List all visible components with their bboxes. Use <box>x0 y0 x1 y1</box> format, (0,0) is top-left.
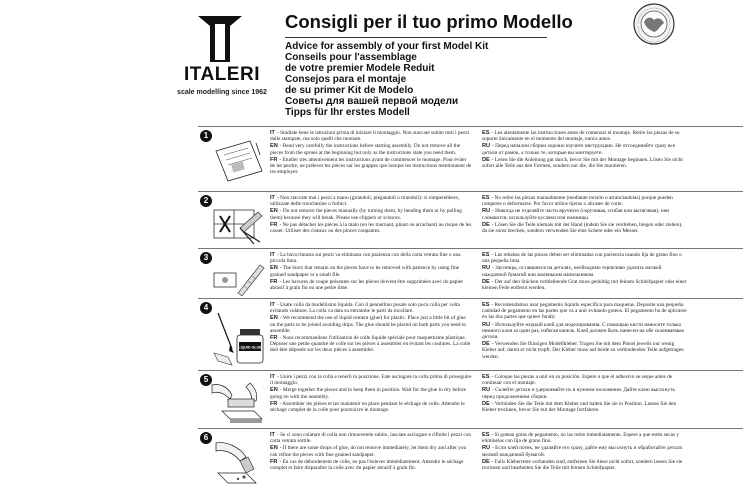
text-es <box>482 130 687 142</box>
text-column-left <box>270 432 472 472</box>
paragraph-text: - Никогда не отделяйте части вручную (скручивая, сгибая или вытягивая), они сломаются, используйте кусачки или ножницы. <box>482 208 670 221</box>
file-icon <box>210 259 266 299</box>
language-code: DE <box>482 400 490 407</box>
text-de <box>482 341 687 360</box>
language-code: RU <box>482 321 491 328</box>
step-number: 4 <box>200 302 212 314</box>
language-code: FR <box>270 156 278 163</box>
language-code: IT <box>270 374 275 380</box>
language-code: ES <box>482 374 490 380</box>
step-number: 5 <box>200 374 212 386</box>
language-code: EN <box>270 265 278 272</box>
paragraph-text: - Usate colla da modellismo liquida. Con il pennellino posate solo poca colla per volta evitando colature. La colla va data su entrambe le parti da incollare. <box>270 302 460 315</box>
language-code: FR <box>270 278 278 285</box>
paragraph-text: - Nous recommandons l'utilisation de colle liquide spéciale pour maquettisme plastique. Déposer une petite quantité de colle sur les pièces à assembler en évitant les coulures. La colle doit être déposée sur les deux pièces à assembler. <box>270 335 471 354</box>
step-number: 6 <box>200 432 212 444</box>
italeri-logo <box>174 14 270 110</box>
paragraph-text: - Etudier très attentivement les instructions avant de commencer le montage. Pour éviter de les perdre, ne prélever les pièces sur les grappes que lorsque les instructions mentionnent de les employer. <box>270 156 472 176</box>
instruction-sheet-icon <box>210 137 266 185</box>
paragraph-text: - If there are some drops of glue, do not remove immediately, let them dry and after you can refine the pieces with fine grained sandpaper. <box>270 445 467 458</box>
step-5 <box>198 370 743 427</box>
step-4 <box>198 298 743 369</box>
language-code: DE <box>482 221 490 228</box>
text-column-right <box>482 195 687 235</box>
text-column-left <box>270 252 472 292</box>
language-code: FR <box>270 335 278 342</box>
text-es <box>482 195 687 207</box>
text-column-right <box>482 302 687 361</box>
subtitle-list <box>285 41 555 118</box>
glue-bottle-icon <box>210 309 266 369</box>
language-code: ES <box>482 195 490 201</box>
paragraph-text: - Les bavures de coupe présentes sur les pièces doivent être supprimées avec du papier abrasif à grain fin ou une petite lime. <box>270 278 464 292</box>
text-ru <box>482 322 687 341</box>
brand-tagline: scale modelling since 1962 <box>177 89 267 96</box>
text-en <box>270 315 472 334</box>
text-ru <box>482 265 687 277</box>
paragraph-text: - La bava rimasta sui pezzi va eliminata con pazienza con della carta vetrata fine o una piccola lima. <box>270 252 461 265</box>
paragraph-text: - Lesen Sie die Anleitung gut durch, bevor Sie mit der Montage beginnen. Lösen Sie nicht sofort alle Teile aus den Formen, sondern nur die, die Sie montieren. <box>482 156 683 170</box>
language-code: RU <box>482 143 491 150</box>
text-column-right <box>482 130 687 170</box>
text-de <box>482 222 687 234</box>
language-code: FR <box>270 400 278 407</box>
text-fr <box>270 279 472 291</box>
language-code: ES <box>482 432 490 438</box>
text-column-left <box>270 195 472 235</box>
hands-pressing-icon <box>210 381 266 429</box>
language-code: IT <box>270 195 275 201</box>
paragraph-text: - Заусенцы, оставшиеся на деталях, необходимо терпеливо удалить мелкой наждачной бумагой или маленьким напильником. <box>482 265 662 278</box>
language-code: RU <box>482 265 491 272</box>
paragraph-text: - Si gotean gotas de pegamento, no las retire inmediatamente. Espere a que estén secas y elimínelas con lija de grano fino. <box>482 432 679 445</box>
text-de <box>482 157 687 169</box>
paragraph-text: - Se ci sono colature di colla non rimuovetele subito, lasciate asciugare e rifinite i pezzi con carta vetrata sottile. <box>270 432 471 445</box>
paragraph-text: - Unire i pezzi con la colla e tenerli in posizione. Fate asciugare la colla prima di proseguire il montaggio. <box>270 374 472 387</box>
paragraph-text: - Non staccate mai i pezzi a mano (girandoli, piegandoli o tirandoli): si romperebbero, utilizzate delle tronchesine o forbici. <box>270 195 460 208</box>
text-es <box>482 252 687 264</box>
paragraph-text: - Merge together the pieces and to keep them in position. Wait for the glue to dry before going on with the assembly. <box>270 387 466 400</box>
language-code: ES <box>482 130 490 136</box>
text-ru <box>482 143 687 155</box>
text-fr <box>270 157 472 176</box>
text-de <box>482 279 687 291</box>
language-code: DE <box>482 156 490 163</box>
language-code: EN <box>270 445 278 452</box>
paragraph-text: - Если клей потек, не удаляйте его сразу, дайте ему высохнуть и обработайте детали мелкой наждачной бумагой. <box>482 445 683 458</box>
step-6 <box>198 428 743 499</box>
paragraph-text: - Do not remove the pieces manually (by turning them, by bending them or by pulling them) because they will break. Please use clippers or scissors. <box>270 208 462 221</box>
text-de <box>482 459 687 471</box>
subtitle-es-1: Consejos para el montaje <box>285 74 407 85</box>
text-it <box>270 432 472 444</box>
paragraph-text: - Read very carefully the instructions before starting assembly. Do not remove all the pieces from the sprues at the beginning but only as the instructions state you need them. <box>270 143 461 156</box>
language-code: IT <box>270 432 275 438</box>
text-column-right <box>482 252 687 292</box>
paragraph-text: - Verbinden Sie die Teile mit dem Kleber und halten Sie sie in Position. Lassen Sie den Kleber trocknen, bevor Sie mit der Montage fortfahren. <box>482 400 677 414</box>
text-es <box>482 374 687 386</box>
language-code: IT <box>270 302 275 308</box>
paragraph-text: - We recommend the use of liquid cement (glue) for plastic. Place just a little bit of glue on the parts to be joined avoiding drips. The glue should be placed on both parts you need to assemble. <box>270 315 466 334</box>
text-fr <box>270 459 472 471</box>
subtitle-fr-1: Conseils pour l'assemblage <box>285 52 417 63</box>
paragraph-text: - Склейте детали и удерживайте их в нужном положении. Дайте клею высохнуть перед продолжением сборки. <box>482 387 675 400</box>
text-it <box>270 302 472 314</box>
paragraph-text: - Recomendamos usar pegamento líquido específico para maquetas. Deposite una pequeña cantidad de pegamento en las partes que va a unir evitando goteos. El pegamento ha de aplicarse en las dos partes que quiere fundir. <box>482 302 687 321</box>
subtitle-fr-2: de votre premier Modele Reduit <box>285 63 435 74</box>
step-number: 3 <box>200 252 212 264</box>
text-en <box>270 143 472 155</box>
text-fr <box>270 222 472 234</box>
text-it <box>270 374 472 386</box>
text-column-right <box>482 432 687 472</box>
text-en <box>270 445 472 457</box>
language-code: EN <box>270 143 278 150</box>
paragraph-text: - Ne pas détacher les pièces à la main (en les tournant, pliant ou arrachant) au risque de les casser. Utiliser des ciseaux ou des pinces coupantes. <box>270 221 472 235</box>
text-it <box>270 252 472 264</box>
sandpaper-hand-icon <box>210 439 266 489</box>
language-code: RU <box>482 445 491 452</box>
brand-name: ITALERI <box>184 64 260 85</box>
paragraph-text: - Der auf den Stücken verbleibende Grat muss geduldig mit feinem Schleifpapier oder einer kleinen Feile entfernt werden. <box>482 278 687 292</box>
language-code: EN <box>270 208 278 215</box>
step-3 <box>198 248 743 297</box>
paragraph-text: - Assembler les pièces et les maintenir en place pendant le séchage de colle. Attendre le séchage complet de la colle pour poursuivre le montage. <box>270 400 465 414</box>
paragraph-text: - Verwenden Sie flüssigen Modellkleber. Tragen Sie mit dem Pinsel jeweils nur wenig Kleber auf, damit er nicht tropft. Der Kleber muss auf beide zu verbindenden Teile aufgetragen werden. <box>482 341 684 360</box>
step-1 <box>198 126 743 190</box>
paragraph-text: - The burrs that remain on the pieces have to be removed with patience by using fine grained sandpaper or a small file. <box>270 265 460 278</box>
globe-badge-icon <box>632 2 676 46</box>
paragraph-text: - Las rebabas de las piezas deben ser eliminadas con paciencia usando lija de grano fino o una pequeña lima. <box>482 252 682 265</box>
text-column-left <box>270 302 472 355</box>
language-code: FR <box>270 458 278 465</box>
text-column-right <box>482 374 687 414</box>
step-number: 1 <box>200 130 212 142</box>
language-code: DE <box>482 458 490 465</box>
page-title: Consigli per il tuo primo Modello <box>285 11 573 32</box>
paragraph-text: - Lösen Sie die Teile niemals mit der Hand (indem Sie sie verdrehen, biegen oder ziehen), da sie sonst brechen, sondern verwenden Sie eine Schere oder ein Messer. <box>482 221 683 235</box>
paragraph-text: - Studiate bene le istruzioni prima di iniziare il montaggio. Non staccate subito tutti i pezzi dalle stampate, ma solo quelli che montate. <box>270 130 470 143</box>
text-column-left <box>270 130 472 176</box>
language-code: IT <box>270 130 275 136</box>
paragraph-text: - Перед началом сборки хорошо изучите инструкцию. Не отсоединяйте сразу все детали от рамок, а только те, которые вы монтируете. <box>482 143 676 156</box>
text-en <box>270 387 472 399</box>
language-code: ES <box>482 302 490 308</box>
text-de <box>482 401 687 413</box>
language-code: FR <box>270 221 278 228</box>
title-divider <box>285 37 547 38</box>
subtitle-de: Tipps für Ihr erstes Modell <box>285 107 410 118</box>
header <box>0 0 750 128</box>
subtitle-en: Advice for assembly of your first Model Kit <box>285 41 489 52</box>
language-code: DE <box>482 278 490 285</box>
language-code: DE <box>482 341 490 348</box>
paragraph-text: - No retire las piezas manualmente (mediante torsión o arrancándolas) porque pueden romperse o deformarse. Por favor utilice tijeras o alicates de corte. <box>482 195 673 208</box>
bottle-label: LIQUID GLUE <box>238 345 262 350</box>
paragraph-text: - Используйте жидкий клей для моделирования. С помощью кисти наносите только немного клея за один раз, избегая капель. Клей должен быть нанесен на обе склеиваемые детали. <box>482 321 684 341</box>
text-es <box>482 302 687 321</box>
paragraph-text: - En cas de débordement de colle, ne pas l'enlever immédiatement. Attendre le séchage complet et faire disparaître la colle avec du papier abrasif à grain fin. <box>270 458 464 472</box>
paragraph-text: - Falls Kleberreste vorhanden sind, entfernen Sie diese nicht sofort, sondern lassen Sie sie trocknen und bearbeiten Sie die Teile mit feinem Schleifpapier. <box>482 458 683 472</box>
text-it <box>270 130 472 142</box>
text-es <box>482 432 687 444</box>
subtitle-ru: Советы для вашей первой модели <box>285 96 459 107</box>
text-column-left <box>270 374 472 414</box>
language-code: EN <box>270 315 278 322</box>
subtitle-es-2: de su primer Kit de Modelo <box>285 85 414 96</box>
step-2 <box>198 191 743 247</box>
language-code: EN <box>270 387 278 394</box>
language-code: IT <box>270 252 275 258</box>
text-fr <box>270 401 472 413</box>
italeri-i-mark-icon <box>198 16 242 62</box>
text-ru <box>482 208 687 220</box>
paragraph-text: - Lea atentamente las instrucciones antes de comenzar el montaje. Retire las piezas de su soporte únicamente en el momento del montaje, nunca antes. <box>482 130 680 143</box>
text-en <box>270 208 472 220</box>
language-code: RU <box>482 208 491 215</box>
text-en <box>270 265 472 277</box>
text-fr <box>270 335 472 354</box>
text-ru <box>482 387 687 399</box>
text-ru <box>482 445 687 457</box>
paragraph-text: - Coloque las piezas a unir en su posición. Espere a que el adhesivo se seque antes de continuar con el montaje. <box>482 374 673 387</box>
step-number: 2 <box>200 195 212 207</box>
language-code: ES <box>482 252 490 258</box>
language-code: RU <box>482 387 491 394</box>
nippers-icon <box>210 202 266 246</box>
text-it <box>270 195 472 207</box>
